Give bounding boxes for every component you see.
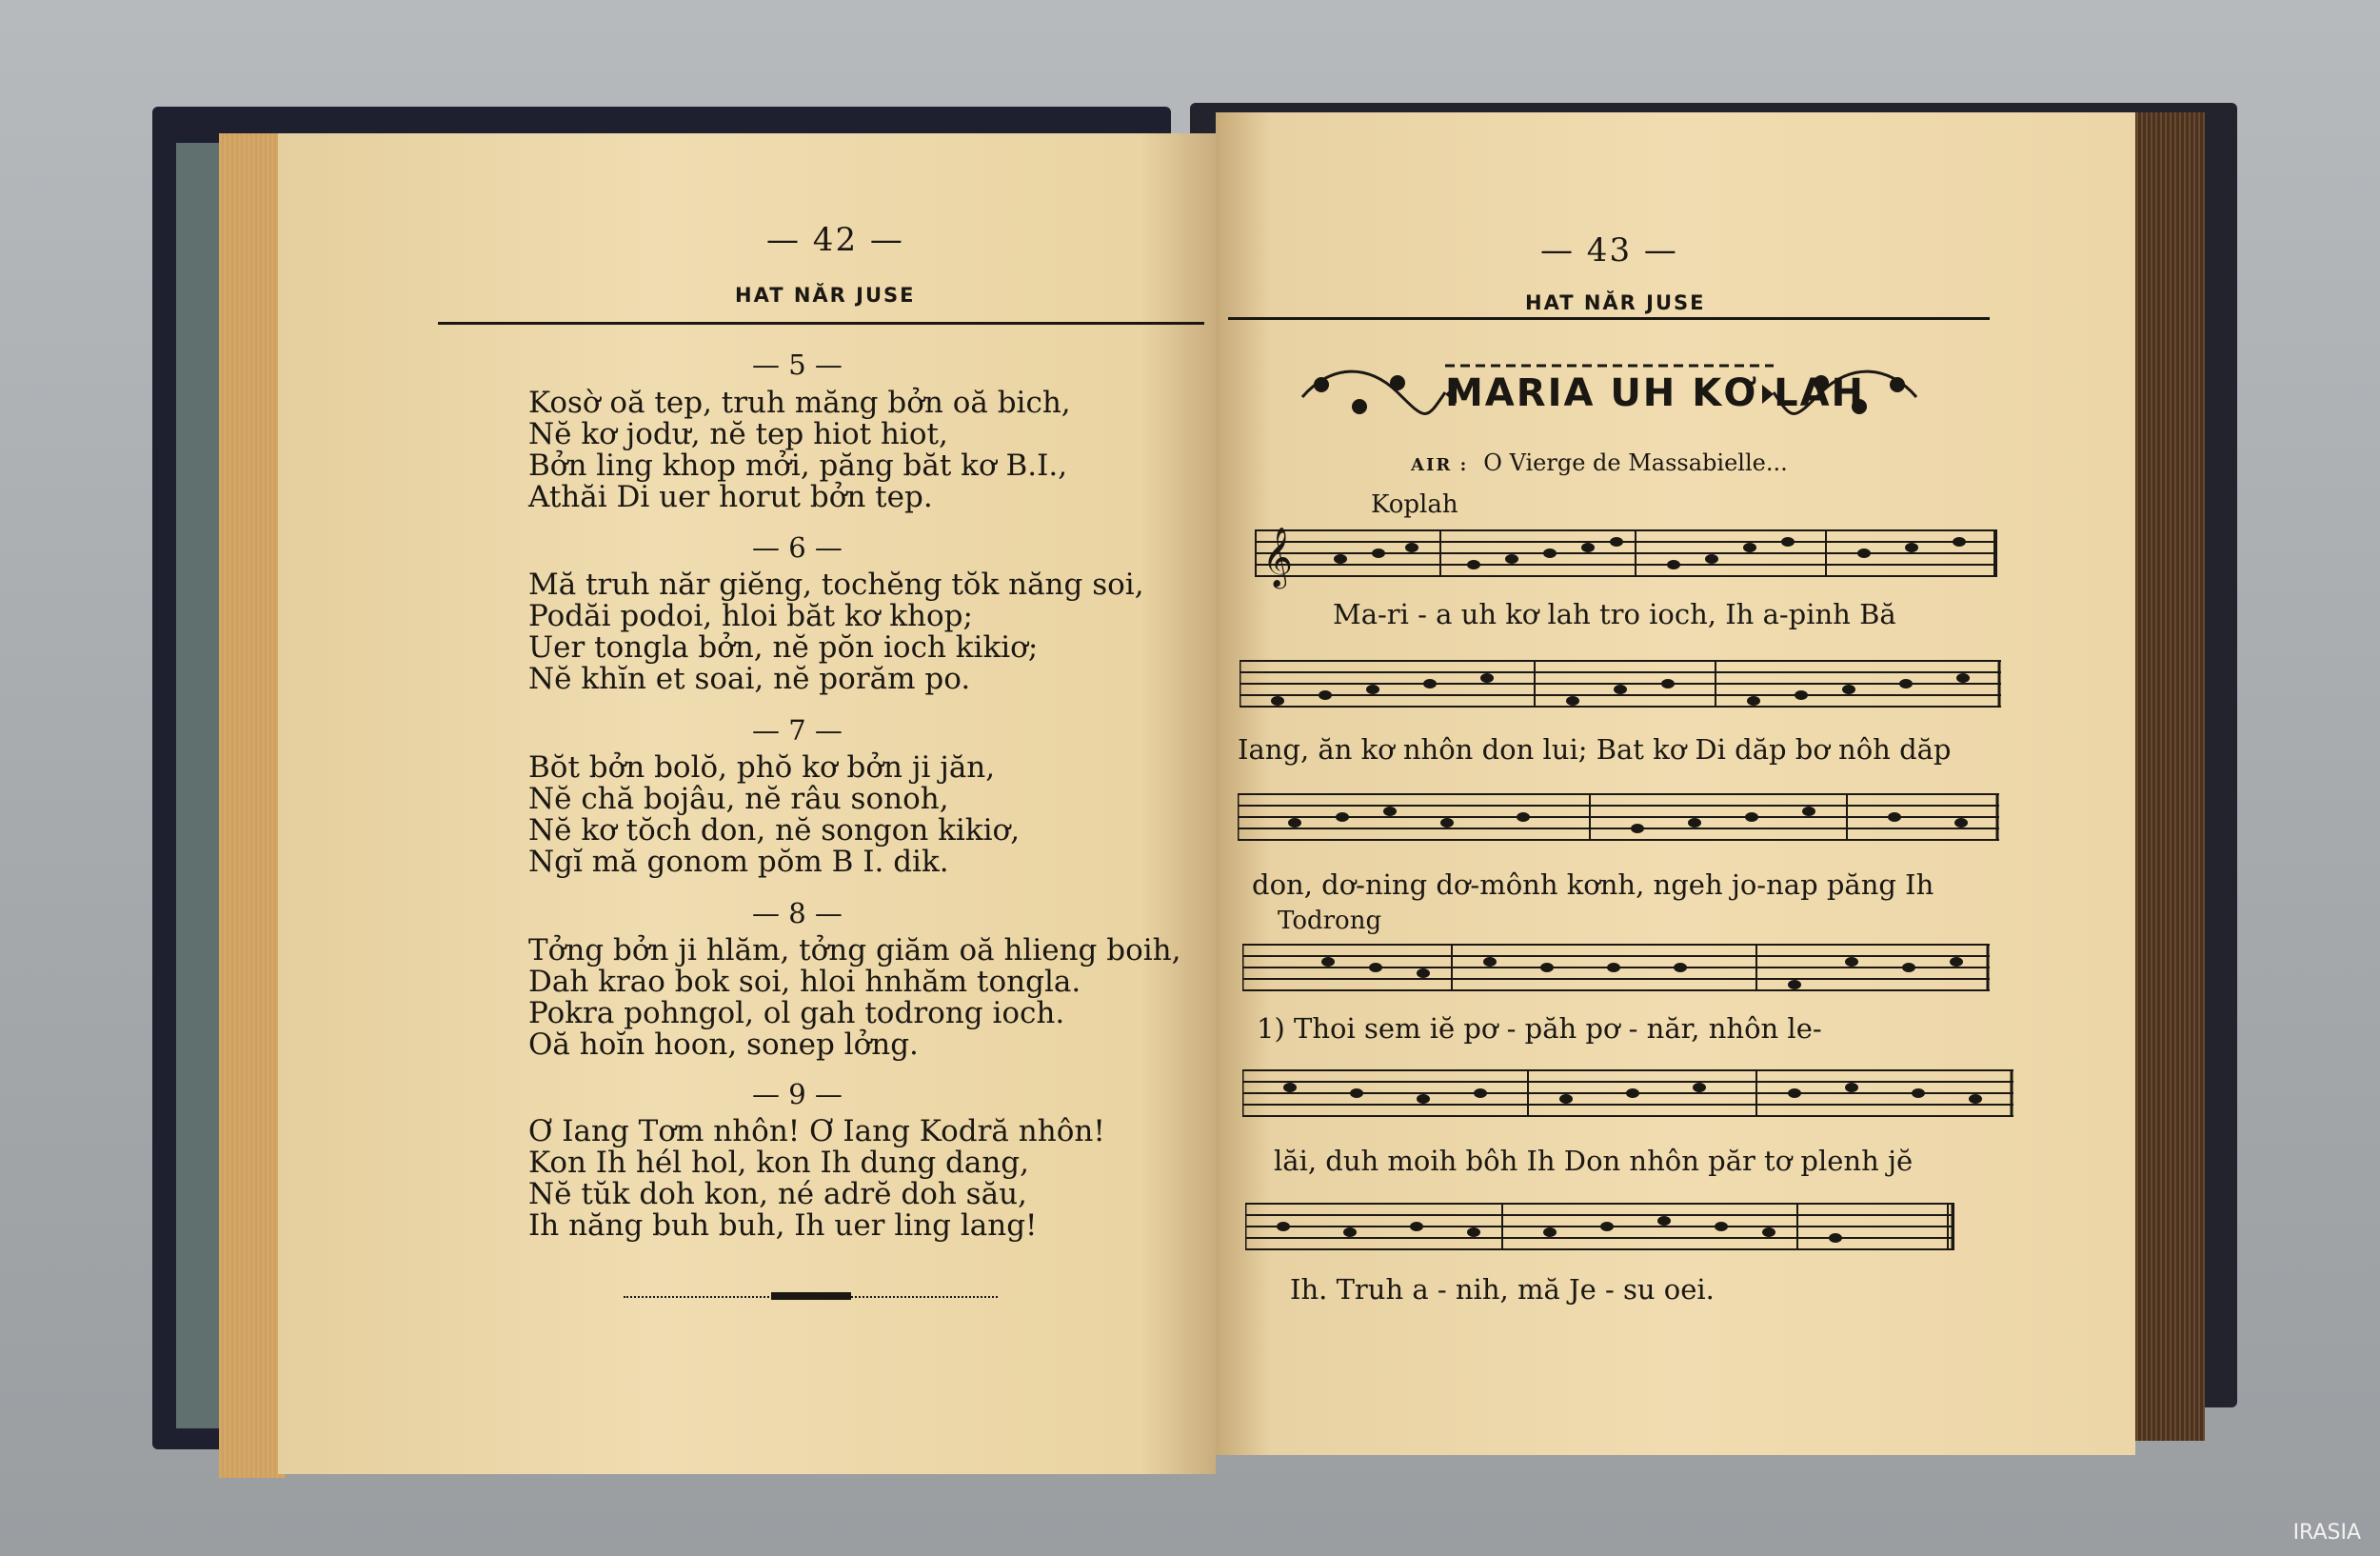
- verse-line: Nĕ kơ tŏch don, nĕ songon kikiơ,: [528, 813, 1021, 848]
- verse-line: Bŏt bởn bolŏ, phŏ kơ bởn ji jăn,: [528, 750, 996, 785]
- verse-line: Dah krao bok soi, hloi hnhăm tongla.: [528, 965, 1081, 999]
- music-staff-2: [1240, 648, 2001, 724]
- watermark: IRASIA: [2292, 1521, 2361, 1545]
- verse-line: Uer tongla bởn, nĕ pŏn ioch kikiơ;: [528, 630, 1039, 665]
- stanza-number: — 9 —: [752, 1078, 843, 1110]
- air-text: O Vierge de Massabielle...: [1483, 449, 1788, 476]
- stanza-number: — 6 —: [752, 531, 843, 564]
- left-head-rule: [438, 322, 1204, 325]
- verse-line: Pokra pohngol, ol gah todrong ioch.: [528, 996, 1065, 1030]
- air-label: AIR :: [1411, 455, 1469, 475]
- stanza-number: — 5 —: [752, 349, 843, 381]
- right-page-number: — 43 —: [1540, 231, 1678, 269]
- lyric-line: don, dơ-ning dơ-mônh kơnh, ngeh jo-nap păng Ih: [1252, 868, 1934, 901]
- right-running-head: HAT NĂR JUSE: [1525, 291, 1706, 314]
- lyric-line: 1) Thoi sem iĕ pơ - păh pơ - năr, nhôn le-: [1257, 1012, 1822, 1045]
- tempo-marking: Todrong: [1278, 907, 1382, 935]
- lyric-line: Ih. Truh a - nih, mă Je - su oei.: [1290, 1273, 1715, 1306]
- verse-line: Kon Ih hél hol, kon Ih dung dang,: [528, 1146, 1030, 1180]
- verse-line: Podăi podoi, hloi băt kơ khop;: [528, 599, 973, 633]
- verse-line: Nĕ kơ jodư, nĕ tep hiot hiot,: [528, 417, 948, 451]
- music-staff-4: [1242, 931, 1990, 1007]
- song-title: MARIA UH KƠ LAH: [1445, 371, 1865, 415]
- left-running-head: HAT NĂR JUSE: [735, 284, 916, 307]
- lyric-line: lăi, duh moih bôh Ih Don nhôn păr tơ plenh jĕ: [1274, 1145, 1914, 1177]
- stanza-number: — 7 —: [752, 714, 843, 747]
- page-edges-left: [219, 133, 286, 1478]
- lyric-line: Ma-ri - a uh kơ lah tro ioch, Ih a-pinh Bă: [1333, 598, 1896, 630]
- air-line: [1411, 449, 1788, 476]
- verse-line: Oă hoĭn hoon, sonep lởng.: [528, 1027, 919, 1062]
- left-page-number: — 42 —: [766, 221, 904, 259]
- page-edges-right: [2129, 112, 2205, 1441]
- verse-line: Tởng bởn ji hlăm, tởng giăm oă hlieng boih,: [528, 933, 1181, 968]
- endpaper: [176, 143, 224, 1428]
- verse-line: Ih năng buh buh, Ih uer ling lang!: [528, 1208, 1038, 1243]
- music-staff-1: [1255, 509, 1997, 595]
- music-staff-6: [1245, 1190, 1954, 1267]
- verse-line: Ngĭ mă gonom pŏm B I. dik.: [528, 845, 949, 879]
- verse-line: Athăi Di uer horut bởn tep.: [528, 480, 933, 514]
- verse-line: Mă truh năr giĕng, tochĕng tŏk năng soi,: [528, 568, 1144, 602]
- music-staff-3: [1238, 781, 1999, 857]
- stanza-number: — 8 —: [752, 897, 843, 929]
- end-ornament-bar: [771, 1292, 851, 1300]
- music-staff-5: [1242, 1057, 2013, 1133]
- treble-clef-icon: 𝄞: [1262, 527, 1293, 587]
- verse-line: Nĕ tŭk doh kon, né adrĕ doh său,: [528, 1177, 1027, 1211]
- right-head-rule: [1228, 317, 1990, 320]
- lyric-line: Iang, ăn kơ nhôn don lui; Bat kơ Di dăp bơ nôh dăp: [1238, 733, 1952, 766]
- verse-line: Ơ Iang Tơm nhôn! Ơ Iang Kodră nhôn!: [528, 1114, 1105, 1148]
- verse-line: Bởn ling khop mởi, păng băt kơ B.I.,: [528, 449, 1068, 483]
- verse-line: Nĕ khĭn et soai, nĕ porăm po.: [528, 662, 971, 696]
- tempo-marking: Koplah: [1371, 490, 1458, 519]
- verse-line: Kosờ oă tep, truh măng bởn oă bich,: [528, 386, 1071, 420]
- verse-line: Nĕ chă bojâu, nĕ râu sonoh,: [528, 782, 949, 816]
